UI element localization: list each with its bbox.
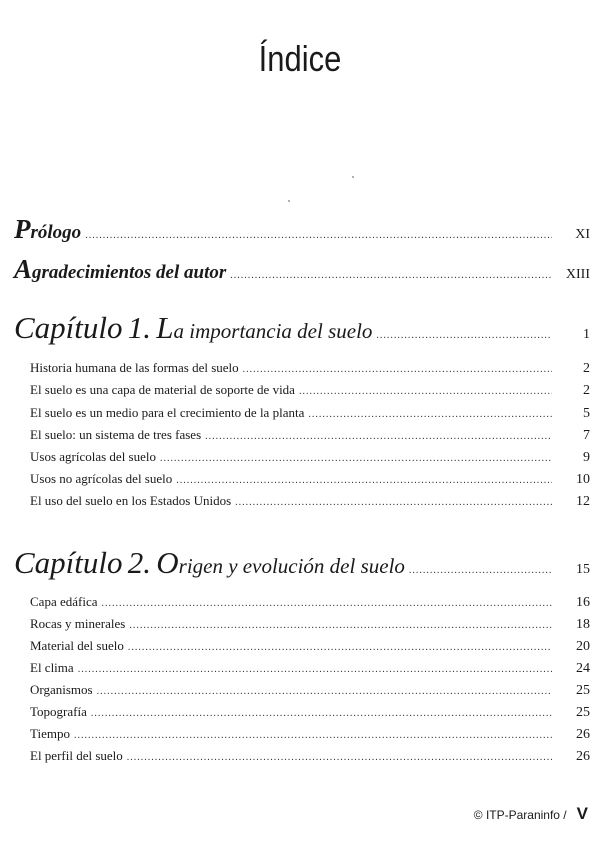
toc-page-number: 1 <box>583 327 590 342</box>
section-label: El clima <box>30 660 74 675</box>
toc-page-number: 15 <box>576 562 590 577</box>
section-label: El suelo: un sistema de tres fases <box>30 427 202 442</box>
chapter-heading: Capítulo 1. La importancia del suelo <box>14 310 373 345</box>
toc-section[interactable] <box>30 405 590 422</box>
dot-leader <box>129 620 552 631</box>
dot-leader <box>299 386 552 397</box>
section-label: Tiempo <box>30 726 70 741</box>
toc-page-number: 26 <box>576 727 590 742</box>
dot-leader <box>176 475 552 486</box>
toc-page-number: 18 <box>576 617 590 632</box>
dot-leader <box>127 752 552 763</box>
section-label: Rocas y minerales <box>30 616 126 631</box>
toc-page-number: 2 <box>583 361 590 376</box>
toc-page-number: 24 <box>576 661 590 676</box>
toc-section[interactable] <box>30 427 590 444</box>
toc-section[interactable] <box>30 660 590 677</box>
section-label: Topografía <box>30 704 87 719</box>
toc-section[interactable] <box>30 616 590 633</box>
toc-section[interactable] <box>30 360 590 377</box>
toc-entry-label: Agradecimientos del autor <box>14 254 227 284</box>
dot-leader <box>101 598 552 609</box>
toc-page-number: 25 <box>576 683 590 698</box>
dot-leader <box>78 664 552 675</box>
section-label: Capa edáfica <box>30 594 98 609</box>
toc-chapter-2[interactable] <box>14 545 590 581</box>
section-label: Organismos <box>30 682 93 697</box>
dot-leader <box>74 730 552 741</box>
toc-section[interactable] <box>30 748 590 765</box>
toc-page-number: 2 <box>583 383 590 398</box>
dot-leader <box>97 686 552 697</box>
toc-section[interactable] <box>30 726 590 743</box>
toc-section[interactable] <box>30 682 590 699</box>
section-label: Usos no agrícolas del suelo <box>30 471 173 486</box>
toc-page-number: 12 <box>576 494 590 509</box>
section-label: Usos agrícolas del suelo <box>30 449 157 464</box>
toc-page-number: XI <box>575 227 590 242</box>
section-label: Historia humana de las formas del suelo <box>30 360 239 375</box>
toc-section[interactable] <box>30 638 590 655</box>
toc-page-number: 7 <box>583 428 590 443</box>
scan-speck <box>352 176 354 178</box>
section-label: El uso del suelo en los Estados Unidos <box>30 493 232 508</box>
toc-page-number: XIII <box>565 267 590 282</box>
dot-leader <box>235 497 552 508</box>
copyright-text: © ITP-Paraninfo / <box>473 808 567 822</box>
toc-chapter-1[interactable] <box>14 310 590 346</box>
section-label: El suelo es un medio para el crecimiento de la planta <box>30 405 305 420</box>
folio-number: V <box>576 804 588 823</box>
dot-leader <box>308 409 552 420</box>
dot-leader <box>409 565 552 576</box>
toc-entry-label: Prólogo <box>14 214 82 244</box>
toc-page-number: 5 <box>583 406 590 421</box>
toc-section[interactable] <box>30 449 590 466</box>
scan-speck <box>288 200 290 202</box>
toc-entry-agradecimientos[interactable] <box>14 254 590 285</box>
toc-section[interactable] <box>30 704 590 721</box>
chapter-heading: Capítulo 2. Origen y evolución del suelo <box>14 545 405 580</box>
section-label: El perfil del suelo <box>30 748 123 763</box>
toc-section[interactable] <box>30 493 590 510</box>
toc-page-number: 26 <box>576 749 590 764</box>
toc-entry-prologo[interactable] <box>14 214 590 245</box>
section-label: Material del suelo <box>30 638 124 653</box>
toc-section[interactable] <box>30 594 590 611</box>
dot-leader <box>205 431 552 442</box>
dot-leader <box>230 270 552 281</box>
dot-leader <box>160 453 552 464</box>
toc-section[interactable] <box>30 382 590 399</box>
toc-page-number: 9 <box>583 450 590 465</box>
dot-leader <box>91 708 552 719</box>
dot-leader <box>85 230 552 241</box>
toc-page-number: 10 <box>576 472 590 487</box>
dot-leader <box>243 364 552 375</box>
dot-leader <box>128 642 552 653</box>
toc-page-number: 25 <box>576 705 590 720</box>
page-footer <box>474 804 588 824</box>
page-title: Índice <box>258 38 342 79</box>
dot-leader <box>376 330 552 341</box>
toc-section[interactable] <box>30 471 590 488</box>
toc-page-number: 16 <box>576 595 590 610</box>
section-label: El suelo es una capa de material de soporte de vida <box>30 382 295 397</box>
toc-page-number: 20 <box>576 639 590 654</box>
